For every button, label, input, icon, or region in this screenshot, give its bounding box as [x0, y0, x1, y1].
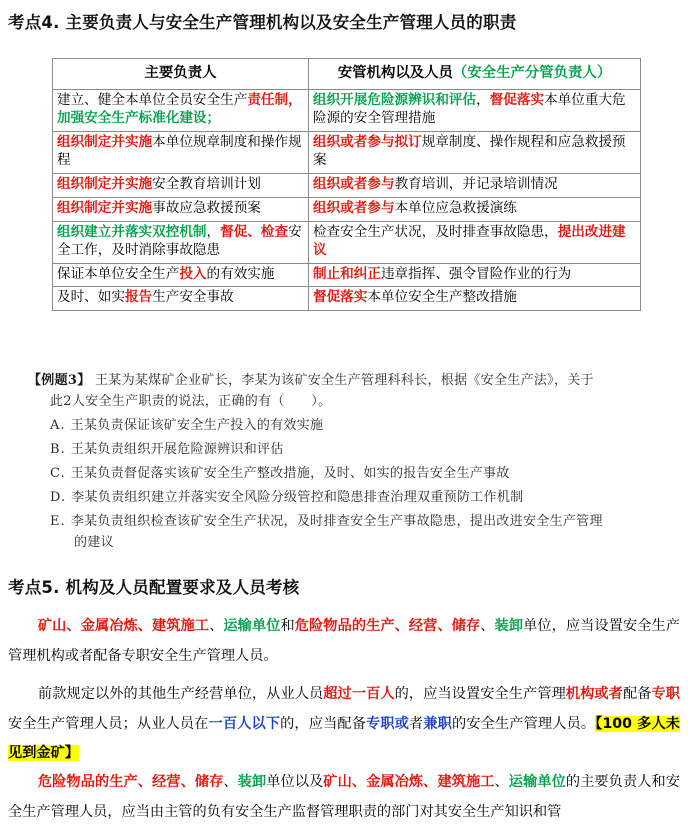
- table-cell-principal: [53, 197, 309, 221]
- text-run: 运输单位: [223, 618, 281, 634]
- paragraph-requirements-3: [8, 768, 680, 827]
- text-run: 矿山、金属冶炼、建筑施工: [37, 618, 210, 634]
- text-run: 安全教育培训计划: [152, 175, 261, 192]
- text-run: 的，应当配备: [280, 715, 367, 732]
- table-cell-principal: [53, 131, 309, 173]
- table-row: [53, 173, 641, 197]
- table-row: [53, 221, 641, 263]
- text-run: 违章指挥、强令冒险作业的行为: [380, 265, 572, 282]
- text-run: 一百人以下: [208, 715, 281, 732]
- text-run: 制止和纠正: [313, 265, 381, 282]
- example-option-label: C.: [50, 466, 71, 482]
- example-option: [28, 511, 676, 532]
- text-run: 矿山、金属冶炼、建筑施工: [323, 774, 495, 790]
- text-run: 者: [409, 715, 424, 732]
- text-run: 的安全生产管理人员。: [452, 715, 596, 732]
- text-run: 前款规定以外的其他生产经营单位，从业人员: [37, 686, 324, 702]
- text-run: 教育培训，并记录培训情况: [394, 175, 558, 192]
- paragraph-indent: [8, 612, 38, 642]
- text-run: 配备: [622, 686, 652, 702]
- table-row: [53, 90, 641, 132]
- text-run: 机构或者: [565, 686, 623, 702]
- example-label: 【例题3】: [28, 373, 91, 388]
- example-option-text: 王某负责保证该矿安全生产投入的有效实施: [70, 418, 324, 434]
- text-run: 组织或者参与拟订: [313, 133, 422, 150]
- text-run: 、: [223, 774, 238, 790]
- table-cell-agency: [309, 197, 641, 221]
- text-run: 危险物品的生产、经营、储存: [37, 774, 224, 790]
- text-run: 组织或者参与: [313, 175, 395, 192]
- example-option: [28, 439, 676, 460]
- text-run: 建立、健全本单位全员安全生产: [57, 92, 248, 109]
- page-title-kaodian-5: 考点5. 机构及人员配置要求及人员考核: [8, 578, 300, 597]
- text-run: 和: [280, 618, 295, 634]
- text-run: 危险物品的生产、经营、储存: [294, 618, 481, 634]
- table-cell-agency: [309, 90, 641, 132]
- table-row: [53, 131, 641, 173]
- text-run: 的，应当设置安全生产管理: [394, 686, 566, 702]
- text-run: 【100 多人未见到金矿】: [8, 715, 680, 762]
- example-option-continuation: 的建议: [74, 535, 114, 551]
- example-option-text: 王某负责督促落实该矿安全生产整改措施，及时、如实的报告安全生产事故: [70, 466, 510, 482]
- text-run: 超过一百人: [323, 686, 395, 702]
- text-run: 督促、检查: [220, 223, 289, 240]
- text-run: 专职: [651, 686, 680, 702]
- text-run: 责任制，: [247, 92, 302, 109]
- table-cell-agency: [309, 131, 641, 173]
- text-run: 专职或: [366, 715, 410, 732]
- table-cell-principal: [53, 221, 309, 263]
- text-run: 安全工作，及时消除事故隐患: [57, 223, 302, 258]
- paragraph-requirements-1: [8, 612, 680, 671]
- text-run: 督促落实: [489, 92, 545, 109]
- example-option: [28, 463, 676, 484]
- example-option-label: A.: [50, 418, 71, 434]
- text-run: 本单位安全生产整改措施: [367, 289, 517, 306]
- example-option-label: D.: [50, 490, 72, 506]
- text-run: 、: [209, 618, 224, 634]
- example-option-label: B.: [50, 442, 71, 458]
- table-cell-principal: [53, 173, 309, 197]
- text-run: 兼职: [423, 715, 452, 732]
- table-cell-principal: [53, 287, 309, 311]
- text-run: 提出改进建议: [313, 223, 626, 258]
- table-row: [53, 197, 641, 221]
- table-cell-principal: [53, 263, 309, 287]
- paragraph-requirements-2: [8, 680, 680, 769]
- text-run: 组织建立并落实双控机制: [57, 223, 207, 240]
- text-run: 安全生产管理人员；从业人员在: [8, 715, 209, 732]
- table-head: [53, 59, 641, 90]
- text-run: 装卸: [237, 774, 267, 790]
- responsibilities-table: [52, 58, 641, 311]
- table-header-row: [53, 59, 641, 90]
- text-run: 组织开展危险源辨识和评估: [313, 92, 477, 109]
- text-run: 组织制定并实施: [57, 175, 153, 192]
- text-run: 及时、如实: [57, 289, 125, 306]
- text-run: 运输单位: [508, 774, 566, 790]
- text-run: 本单位重大危险源的安全管理措施: [313, 92, 626, 126]
- table-cell-principal: [53, 90, 309, 132]
- text-run: 装卸: [494, 618, 524, 634]
- text-run: 组织制定并实施: [57, 133, 153, 150]
- text-run: 、: [480, 618, 495, 634]
- text-run: 加强安全生产标准化建设；: [57, 109, 221, 126]
- text-run: 单位以及: [266, 774, 324, 790]
- paragraph-indent: [8, 680, 38, 710]
- example-option-label: E.: [50, 514, 71, 530]
- text-run: 单位，应当设置安全生产管理机构或者配备专职安全生产管理人员。: [8, 618, 680, 664]
- text-run: ，: [476, 92, 490, 109]
- text-run: 组织制定并实施: [57, 199, 153, 216]
- example-question-block: [28, 370, 676, 553]
- table-row: [53, 263, 641, 287]
- example-option-text: 李某负责组织检查该矿安全生产状况，及时排查安全生产事故隐患，提出改进安全生产管理: [70, 514, 603, 530]
- table-header-agency-note: （安全生产分管负责人）: [452, 65, 612, 81]
- table-cell-agency: [309, 287, 641, 311]
- example-option-text: 李某负责组织建立并落实安全风险分级管控和隐患排查治理双重预防工作机制: [71, 490, 524, 506]
- text-run: 督促落实: [313, 289, 368, 306]
- text-run: 本单位规章制度和操作规程: [57, 133, 302, 168]
- example-option: [28, 415, 676, 436]
- example-stem-line-1: [28, 370, 676, 391]
- paragraph-indent: [8, 768, 38, 798]
- table-cell-agency: [309, 221, 641, 263]
- table-body: [53, 90, 641, 311]
- text-run: 的主要负责人和安全生产管理人员，应当由主管的负有安全生产监督管理职责的部门对其安全生产知识和管: [8, 774, 680, 820]
- example-option: [28, 487, 676, 508]
- table-header-principal: [53, 59, 309, 90]
- table-cell-agency: [309, 173, 641, 197]
- example-stem-text-1: 王某为某煤矿企业矿长，李某为该矿安全生产管理科科长，根据《安全生产法》，关于: [94, 373, 594, 388]
- text-run: 本单位应急救援演练: [394, 199, 517, 216]
- text-run: 检查安全生产状况，及时排查事故隐患，: [313, 223, 558, 240]
- text-run: ，: [206, 223, 221, 240]
- example-stem-line-2: 此2人安全生产职责的说法，正确的有（ ）。: [50, 394, 332, 410]
- text-run: 投入: [179, 265, 207, 282]
- text-run: 的有效实施: [206, 265, 275, 282]
- text-run: 事故应急救援预案: [152, 199, 261, 216]
- example-options-list: [28, 415, 676, 553]
- table-row: [53, 287, 641, 311]
- text-run: 报告: [124, 289, 153, 306]
- table-header-agency-label: 安管机构以及人员: [337, 65, 453, 81]
- table-cell-agency: [309, 263, 641, 287]
- table-header-agency: [309, 59, 641, 90]
- text-run: 组织或者参与: [313, 199, 395, 216]
- table-header-principal-label: 主要负责人: [144, 65, 217, 81]
- text-run: 规章制度、操作规程和应急救援预案: [313, 133, 626, 168]
- text-run: 生产安全事故: [152, 289, 234, 306]
- text-run: 、: [494, 774, 509, 790]
- page-title-kaodian-4: 考点4. 主要负责人与安全生产管理机构以及安全生产管理人员的职责: [8, 13, 517, 32]
- text-run: 保证本单位安全生产: [57, 265, 180, 282]
- example-option-text: 王某负责组织开展危险源辨识和评估: [70, 442, 284, 458]
